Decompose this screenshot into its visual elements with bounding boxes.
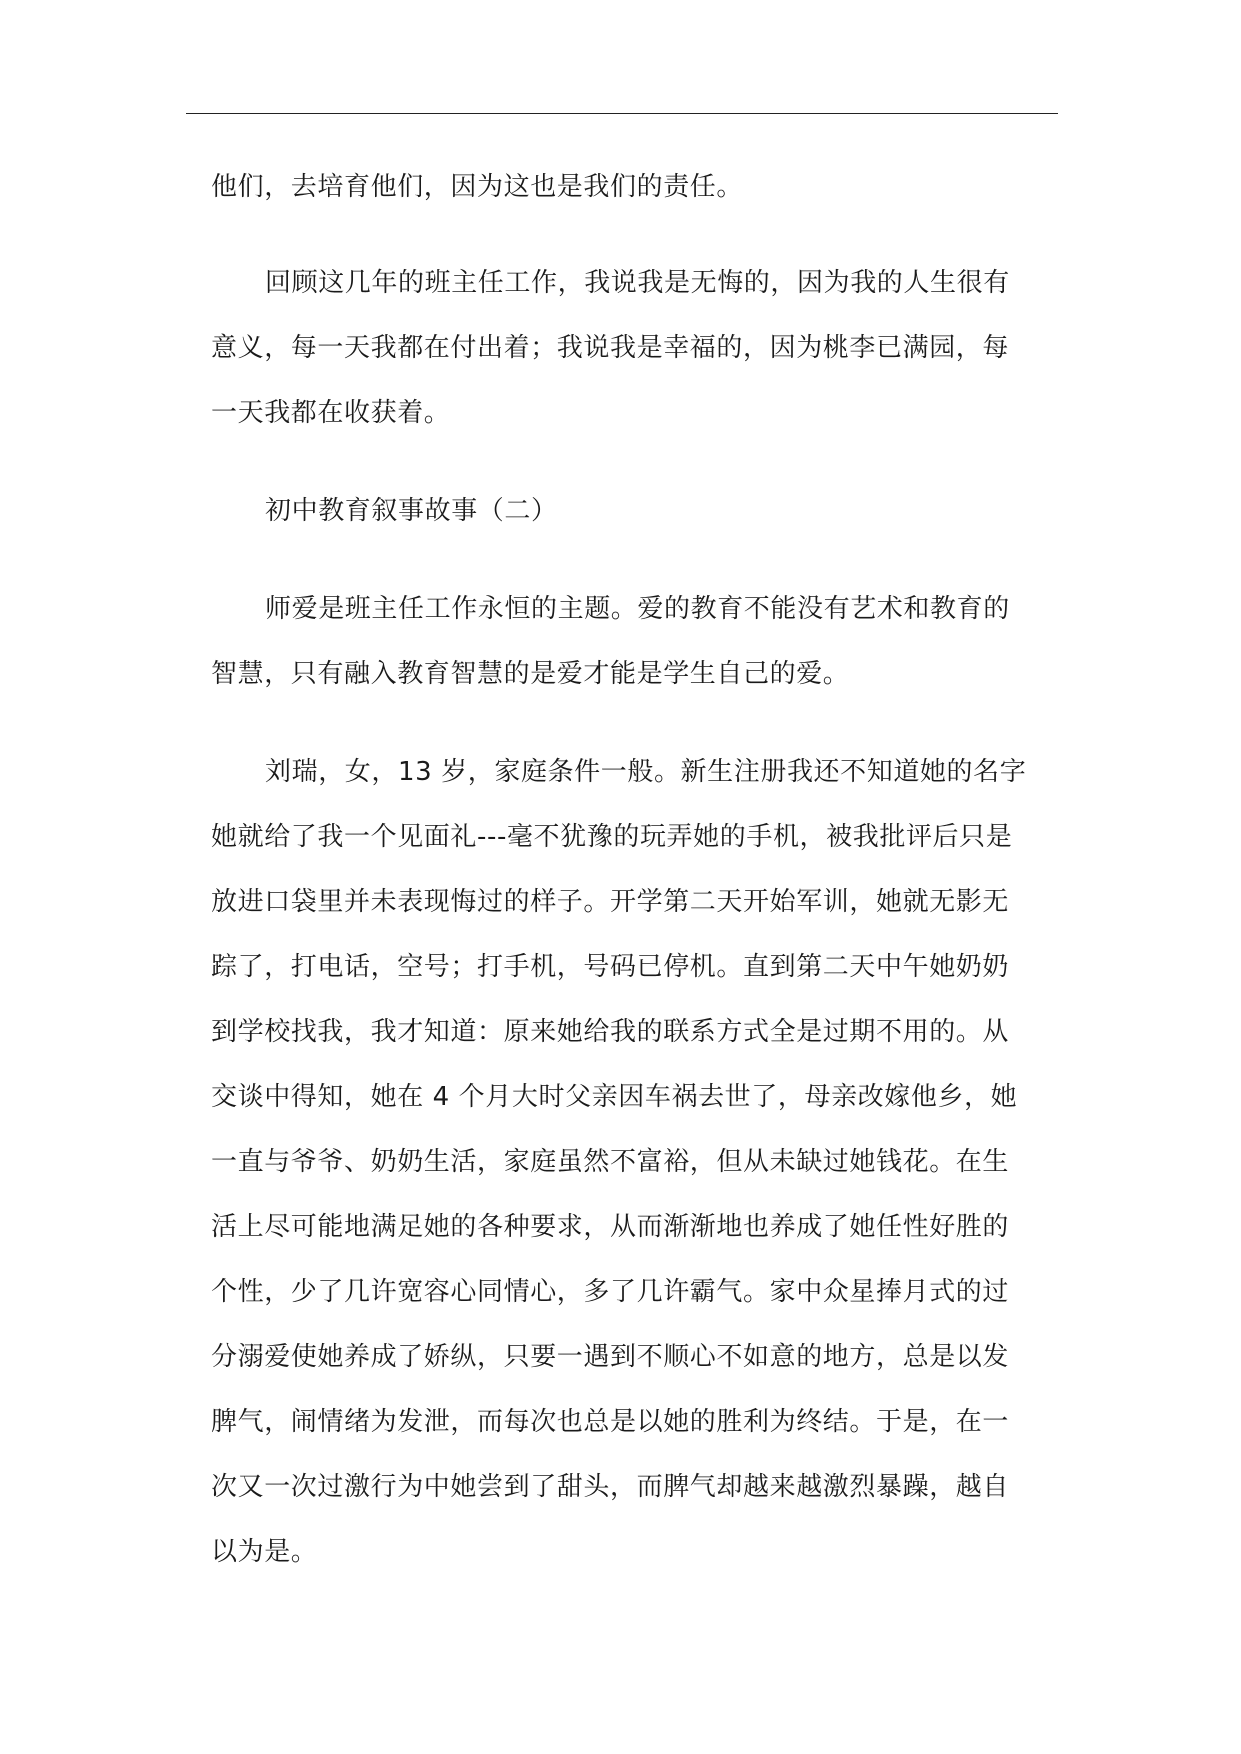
header-rule (186, 113, 1058, 114)
section-heading: 初中教育叙事故事（二） (265, 496, 558, 526)
text-line: 到学校找我，我才知道：原来她给我的联系方式全是过期不用的。从 (211, 1017, 1010, 1047)
text-line: 意义，每一天我都在付出着；我说我是幸福的，因为桃李已满园，每 (211, 333, 1010, 363)
text-line: 分溺爱使她养成了娇纵，只要一遇到不顺心不如意的地方，总是以发 (211, 1342, 1010, 1372)
text-line: 她就给了我一个见面礼---毫不犹豫的玩弄她的手机，被我批评后只是 (211, 822, 1013, 852)
text-line: 踪了，打电话，空号；打手机，号码已停机。直到第二天中午她奶奶 (211, 952, 1010, 982)
text-line: 刘瑞，女，13 岁，家庭条件一般。新生注册我还不知道她的名字 (265, 757, 1027, 787)
text-line: 脾气，闹情绪为发泄，而每次也总是以她的胜利为终结。于是，在一 (211, 1407, 1010, 1437)
text-line: 放进口袋里并未表现悔过的样子。开学第二天开始军训，她就无影无 (211, 887, 1010, 917)
text-line: 次又一次过激行为中她尝到了甜头，而脾气却越来越激烈暴躁，越自 (211, 1472, 1010, 1502)
text-line: 智慧，只有融入教育智慧的是爱才能是学生自己的爱。 (211, 659, 850, 689)
text-line: 师爱是班主任工作永恒的主题。爱的教育不能没有艺术和教育的 (265, 594, 1010, 624)
text-line: 交谈中得知，她在 4 个月大时父亲因车祸去世了，母亲改嫁他乡，她 (211, 1082, 1018, 1112)
text-line: 以为是。 (211, 1537, 318, 1567)
text-line: 个性，少了几许宽容心同情心，多了几许霸气。家中众星捧月式的过 (211, 1277, 1010, 1307)
text-line: 一直与爷爷、奶奶生活，家庭虽然不富裕，但从未缺过她钱花。在生 (211, 1147, 1010, 1177)
text-line: 他们，去培育他们，因为这也是我们的责任。 (211, 172, 744, 202)
text-line: 回顾这几年的班主任工作，我说我是无悔的，因为我的人生很有 (265, 268, 1010, 298)
text-line: 活上尽可能地满足她的各种要求，从而渐渐地也养成了她任性好胜的 (211, 1212, 1010, 1242)
text-line: 一天我都在收获着。 (211, 398, 451, 428)
